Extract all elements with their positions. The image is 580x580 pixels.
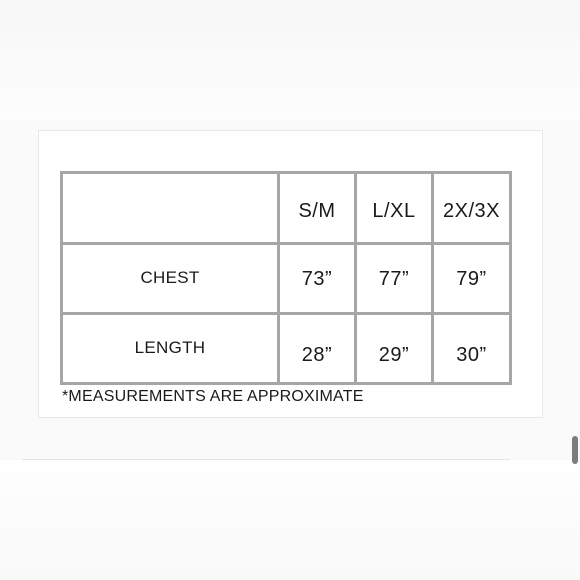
row-label-chest: CHEST: [140, 267, 200, 287]
chest-value-2x3x: 79”: [456, 268, 487, 290]
value-cell: [279, 244, 356, 314]
size-header-row: [62, 173, 511, 244]
value-cell: [356, 244, 433, 314]
size-header-cell: [433, 173, 511, 244]
bottom-divider: [22, 459, 510, 460]
length-value-sm: 28”: [301, 344, 333, 366]
value-cell: [356, 314, 433, 384]
size-label-lxl: L/XL: [372, 199, 416, 222]
length-value-2x3x: 30”: [456, 344, 487, 366]
size-header-cell: [279, 173, 356, 244]
value-cell: [433, 244, 511, 314]
size-header-cell: [356, 173, 433, 244]
bottom-backdrop: [0, 460, 580, 580]
measurement-note: *MEASUREMENTS ARE APPROXIMATE: [62, 388, 364, 405]
row-label-cell: [62, 244, 279, 314]
chest-value-sm: 73”: [301, 268, 333, 290]
table-row-length: [62, 314, 511, 384]
header-blank-cell: [62, 173, 279, 244]
table-row-chest: [62, 244, 511, 314]
row-label-cell: [62, 314, 279, 384]
length-value-lxl: 29”: [378, 344, 410, 366]
size-label-sm: S/M: [298, 199, 336, 222]
top-backdrop: [0, 0, 580, 120]
row-label-length: LENGTH: [134, 337, 206, 357]
value-cell: [279, 314, 356, 384]
value-cell: [433, 314, 511, 384]
chest-value-lxl: 77”: [378, 268, 410, 290]
scrollbar-thumb[interactable]: [572, 436, 578, 464]
size-chart-table: [60, 171, 512, 385]
size-label-2x3x: 2X/3X: [443, 199, 500, 222]
